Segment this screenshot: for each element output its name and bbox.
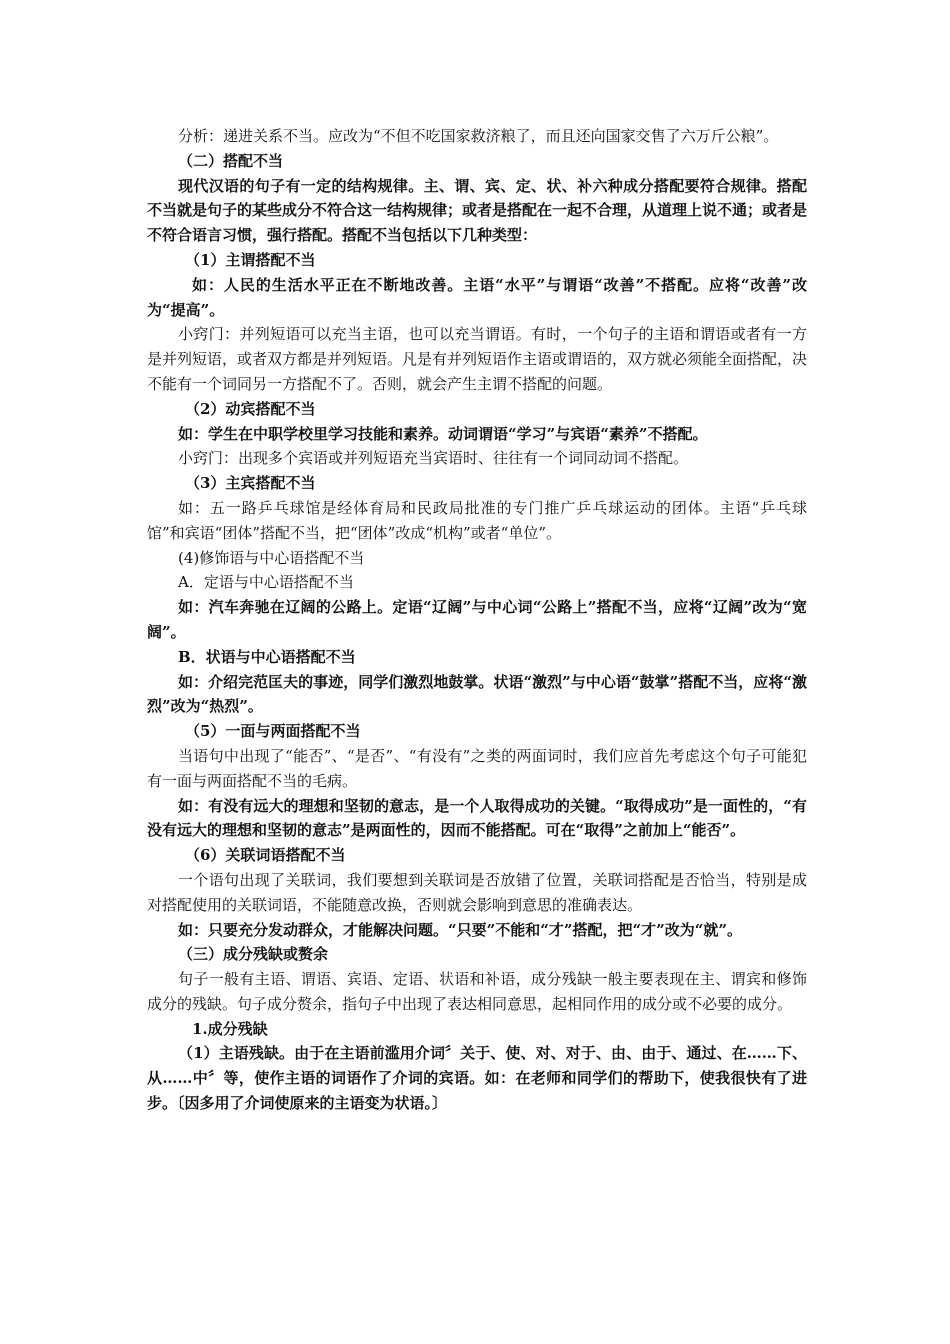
subheading-adverbial: B．状语与中心语搭配不当 [178, 647, 356, 666]
subheading-verb-object: （2）动宾搭配不当 [185, 399, 316, 418]
section-heading-missing-redundant: （三）成分残缺或赘余 [178, 945, 329, 964]
subheading-attributive: A．定语与中心语搭配不当 [178, 573, 354, 592]
body-paragraph: 一个语句出现了关联词，我们要想到关联词是否放错了位置，关联词搭配是否恰当，特别是成对搭配使用的关联词语，不能随意改换，否则就会影响到意思的准确表达。 [147, 870, 807, 914]
example-paragraph: 如：有没有远大的理想和坚韧的意志，是一个人取得成功的关键。“取得成功”是一面性的，“有没有远大的理想和坚韧的意志”是两面性的，因而不能搭配。可在“取得”之前加上“能否”。 [147, 796, 807, 840]
body-paragraph: 当语句中出现了“能否”、“是否”、“有没有”之类的两面词时，我们应首先考虑这个句子可能犯有一面与两面搭配不当的毛病。 [147, 746, 807, 790]
example-paragraph: 如：只要充分发动群众，才能解决问题。“只要”不能和“才”搭配，把“才”改为“就”。 [178, 920, 743, 939]
example-paragraph: 如：人民的生活水平正在不断地改善。主语“水平”与谓语“改善”不搭配。应将“改善”改为“提高”。 [147, 275, 807, 319]
body-paragraph: 句子一般有主语、谓语、宾语、定语、状语和补语，成分残缺一般主要表现在主、谓宾和修饰成分的残缺。句子成分赘余，指句子中出现了表达相同意思，起相同作用的成分或不必要的成分。 [147, 970, 807, 1013]
example-paragraph: 如：介绍完范匡夫的事迹，同学们激烈地鼓掌。状语“激烈”与中心语“鼓掌”搭配不当，应将“激烈”改为“热烈”。 [147, 672, 807, 716]
subheading-missing-components: 1.成分残缺 [192, 1019, 268, 1038]
subheading-conjunctions: （6）关联词语搭配不当 [185, 846, 346, 865]
subheading-subject-object: （3）主宾搭配不当 [185, 474, 316, 493]
tip-paragraph: 小窍门：出现多个宾语或并列短语充当宾语时、往往有一个词同动词不搭配。 [178, 449, 689, 468]
tip-paragraph: 小窍门：并列短语可以充当主语，也可以充当谓语。有时，一个句子的主语和谓语或者有一方是并列短语，或者双方都是并列短语。凡是有并列短语作主语或谓语的，双方就必须能全面搭配，决不能有一个词同另一方搭配不了。否则，就会产生主谓不搭配的问题。 [147, 325, 808, 393]
document-body [147, 124, 807, 1116]
section-heading-collocation: （二）搭配不当 [178, 151, 284, 170]
subheading-subject-predicate: （1）主谓搭配不当 [185, 250, 316, 269]
intro-paragraph: 现代汉语的句子有一定的结构规律。主、谓、宾、定、状、补六种成分搭配要符合规律。搭配不当就是句子的某些成分不符合这一结构规律；或者是搭配在一起不合理，从道理上说不通；或者是不符合语言习惯，强行搭配。搭配不当包括以下几种类型： [147, 176, 808, 245]
example-paragraph: 如：学生在中职学校里学习技能和素养。动词谓语“学习”与宾语“素养”不搭配。 [178, 424, 708, 443]
analysis-paragraph: 分析：递进关系不当。应改为“不但不吃国家救济粮了，而且还向国家交售了六万斤公粮”。 [178, 127, 779, 145]
example-paragraph: （1）主语残缺。由于在主语前滥用介词〞关于、使、对、对于、由、由于、通过、在……下、从……中〞等，使作主语的词语作了介词的宾语。如：在老师和同学们的帮助下，使我很快有了进步。〔因多用了介词使原来的主语变为状语。〕 [147, 1044, 807, 1113]
subheading-modifier: (4)修饰语与中心语搭配不当 [178, 548, 365, 567]
subheading-one-two-sided: （5）一面与两面搭配不当 [185, 722, 361, 741]
example-paragraph: 如：五一路乒乓球馆是经体育局和民政局批准的专门推广乒乓球运动的团体。主语“乒乓球馆”和宾语“团体”搭配不当，把“团体”改成“机构”或者“单位”。 [147, 498, 807, 542]
example-paragraph: 如：汽车奔驰在辽阔的公路上。定语“辽阔”与中心词“公路上”搭配不当，应将“辽阔”改为“宽阔”。 [147, 598, 807, 641]
